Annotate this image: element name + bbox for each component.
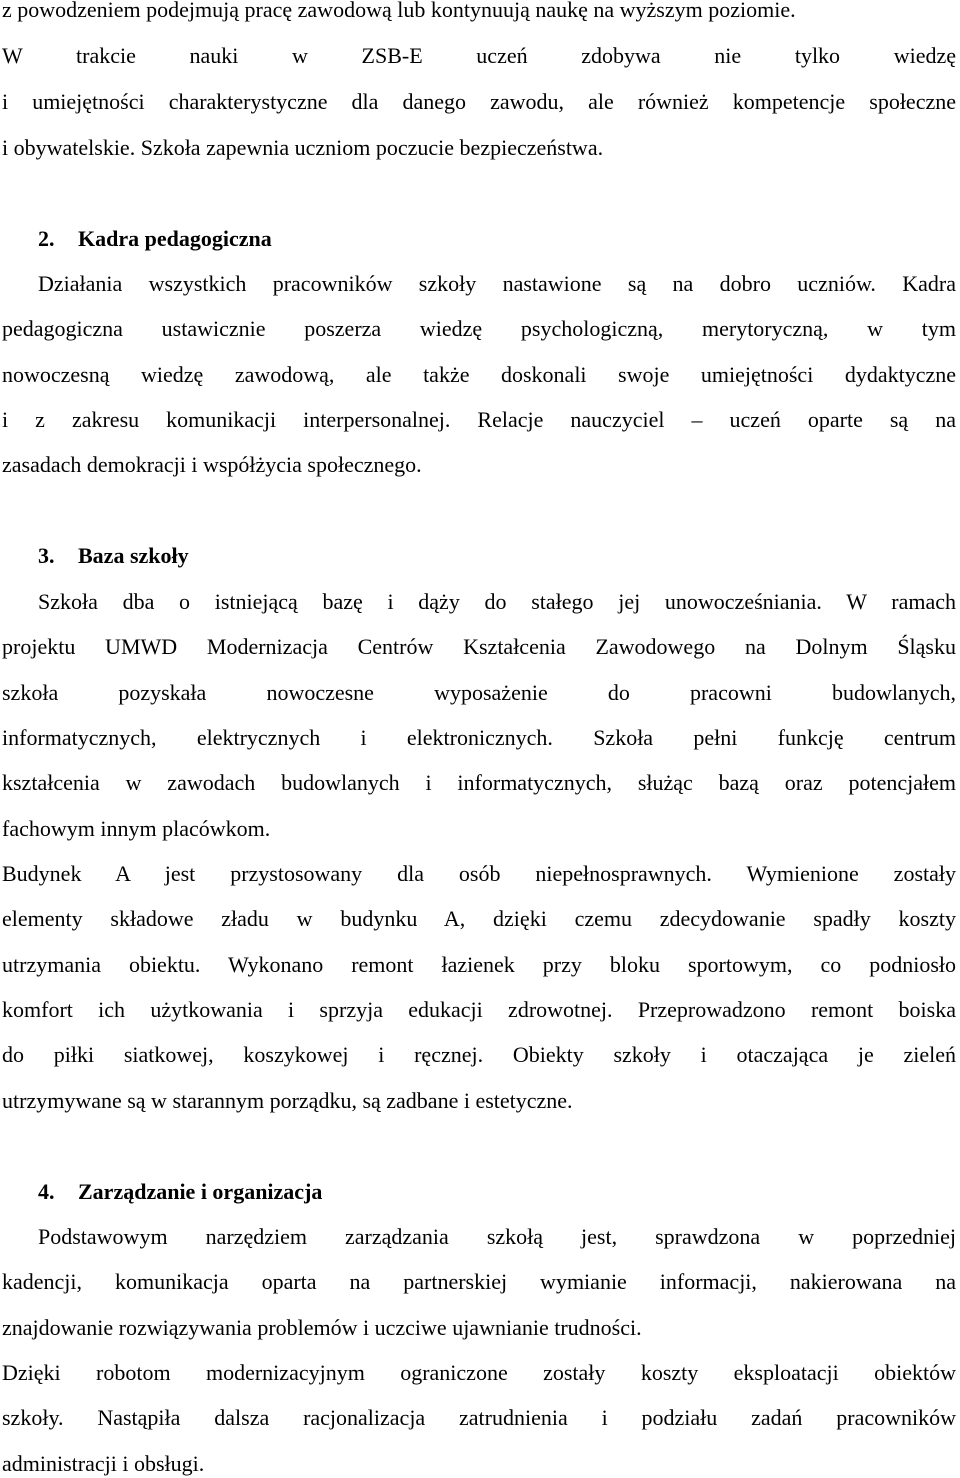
paragraph-line: i z zakresu komunikacji interpersonalnej. Relacje nauczyciel – uczeń oparte są na <box>2 407 956 432</box>
section-title: Zarządzanie i organizacja <box>78 1179 323 1204</box>
paragraph-line: znajdowanie rozwiązywania problemów i uczciwe ujawnianie trudności. <box>2 1315 642 1340</box>
paragraph-line: szkoły. Nastąpiła dalsza racjonalizacja zatrudnienia i podziału zadań pracowników <box>2 1405 956 1430</box>
paragraph-line: Działania wszystkich pracowników szkoły nastawione są na dobro uczniów. Kadra <box>38 271 956 296</box>
intro-line: z powodzeniem podejmują pracę zawodową lub kontynuują naukę na wyższym poziomie. <box>2 0 796 22</box>
section-title: Kadra pedagogiczna <box>78 226 272 251</box>
paragraph-line: pedagogiczna ustawicznie poszerza wiedzę psychologiczną, merytoryczną, w tym <box>2 316 956 341</box>
paragraph-line: elementy składowe zładu w budynku A, dzięki czemu zdecydowanie spadły koszty <box>2 906 956 931</box>
section-title: Baza szkoły <box>78 543 189 568</box>
section-heading-baza <box>38 542 189 570</box>
paragraph-line: nowoczesną wiedzę zawodową, ale także doskonali swoje umiejętności dydaktyczne <box>2 362 956 387</box>
paragraph-line: kształcenia w zawodach budowlanych i informatycznych, służąc bazą oraz potencjałem <box>2 770 956 795</box>
section-heading-kadra <box>38 225 272 253</box>
paragraph-line: Szkoła dba o istniejącą bazę i dąży do stałego jej unowocześniania. W ramach <box>38 589 956 614</box>
section-heading-zarzadzanie <box>38 1178 322 1206</box>
paragraph-line: informatycznych, elektrycznych i elektronicznych. Szkoła pełni funkcję centrum <box>2 725 956 750</box>
paragraph-line: projektu UMWD Modernizacja Centrów Kształcenia Zawodowego na Dolnym Śląsku <box>2 634 956 659</box>
paragraph-line: Dzięki robotom modernizacyjnym ograniczone zostały koszty eksploatacji obiektów <box>2 1360 956 1385</box>
paragraph-line: Budynek A jest przystosowany dla osób niepełnosprawnych. Wymienione zostały <box>2 861 956 886</box>
paragraph-line: Podstawowym narzędziem zarządzania szkołą jest, sprawdzona w poprzedniej <box>38 1224 956 1249</box>
paragraph-line: do piłki siatkowej, koszykowej i ręcznej. Obiekty szkoły i otaczająca je zieleń <box>2 1042 956 1067</box>
paragraph-line: zasadach demokracji i współżycia społecznego. <box>2 452 422 477</box>
paragraph-line: kadencji, komunikacja oparta na partnerskiej wymianie informacji, nakierowana na <box>2 1269 956 1294</box>
intro-line: W trakcie nauki w ZSB-E uczeń zdobywa nie tylko wiedzę <box>2 43 956 68</box>
intro-line: i obywatelskie. Szkoła zapewnia uczniom poczucie bezpieczeństwa. <box>2 135 604 160</box>
section-number: 4. <box>38 1179 55 1204</box>
section-number: 2. <box>38 226 55 251</box>
paragraph-line: utrzymania obiektu. Wykonano remont łazienek przy bloku sportowym, co podniosło <box>2 952 956 977</box>
section-number: 3. <box>38 543 55 568</box>
paragraph-line: utrzymywane są w starannym porządku, są zadbane i estetyczne. <box>2 1088 573 1113</box>
paragraph-line: administracji i obsługi. <box>2 1451 205 1476</box>
paragraph-line: szkoła pozyskała nowoczesne wyposażenie do pracowni budowlanych, <box>2 680 956 705</box>
paragraph-line: fachowym innym placówkom. <box>2 816 271 841</box>
intro-line: i umiejętności charakterystyczne dla danego zawodu, ale również kompetencje społeczne <box>2 89 956 114</box>
paragraph-line: komfort ich użytkowania i sprzyja edukacji zdrowotnej. Przeprowadzono remont boiska <box>2 997 956 1022</box>
